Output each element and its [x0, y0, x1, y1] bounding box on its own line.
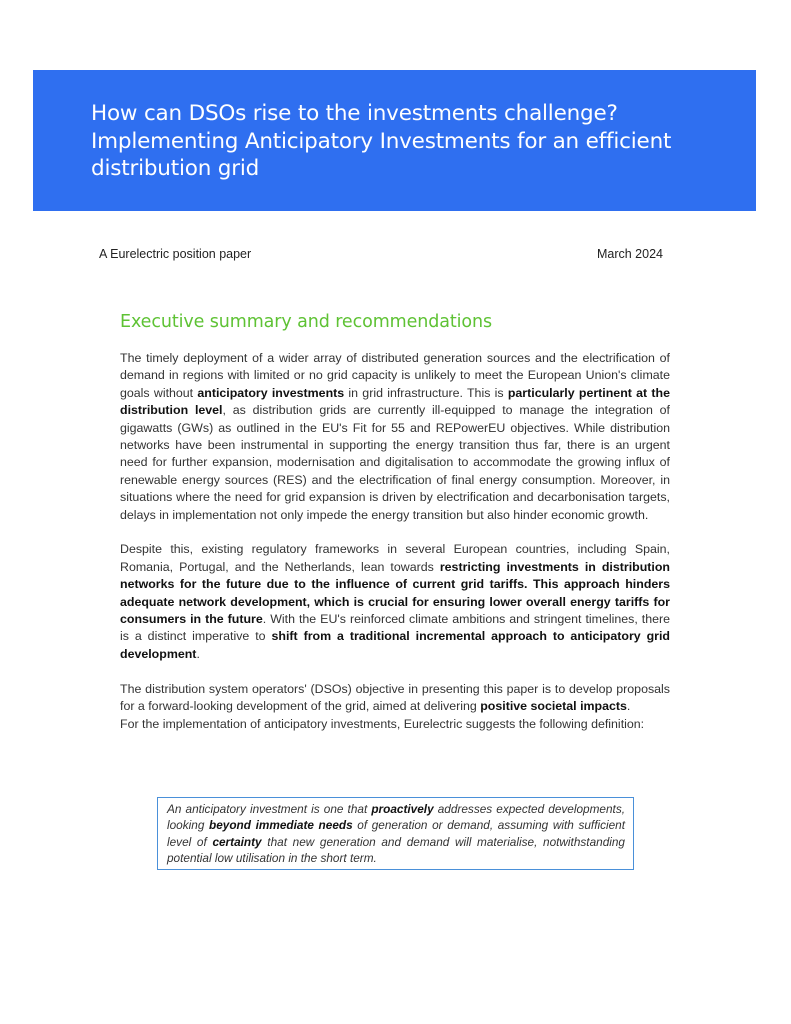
emphasis-proactively: proactively: [371, 802, 434, 816]
executive-summary-body: [120, 350, 670, 733]
title-banner: [33, 70, 756, 211]
emphasis-positive-societal-impacts: positive societal impacts: [480, 699, 627, 714]
text-run: that new generation and demand will materialise, notwithstanding potential low utilisation in the short term.: [167, 834, 625, 865]
emphasis-distribution-level: particularly pertinent at the distribution level: [120, 385, 670, 418]
text-run: An anticipatory investment is one that: [167, 802, 372, 816]
paragraph-3: [120, 681, 670, 716]
section-heading: Executive summary and recommendations: [120, 312, 493, 332]
page-title: How can DSOs rise to the investments challenge? Implementing Anticipatory Investments for an efficient distribution grid: [91, 101, 672, 181]
text-run: in grid infrastructure. This is: [344, 385, 508, 400]
emphasis-certainty: certainty: [212, 834, 262, 849]
paragraph-4: For the implementation of anticipatory investments, Eurelectric suggests the following definition:: [120, 716, 645, 731]
text-run: , as distribution grids are currently ill-equipped to manage the integration of gigawatts (GWs) as outlined in the EU's Fit for 55 and REPowerEU objectives. While distribution networks have been instrumental in supporting the energy transition thus far, there is an urgent need for further expansion, modernisation and digitalisation to accommodate the growing influx of renewable energy sources (RES) and the electrification of final energy consumption. Moreover, in situations where the need for grid expansion is driven by electrification and decarbonisation targets, delays in implementation not only impede the energy transition but also hinder economic growth.: [120, 403, 670, 522]
text-run: The timely deployment of a wider array of distributed generation sources and the electrification of demand in regions with limited or no grid capacity is unlikely to meet the European Union's climate goals without: [120, 351, 670, 400]
definition-callout: [157, 797, 634, 870]
text-run: . With the EU's reinforced climate ambitions and stringent timelines, there is a distinct imperative to: [120, 612, 671, 644]
text-run: addresses expected developments, looking: [167, 802, 626, 833]
emphasis-anticipatory-investments: anticipatory investments: [197, 385, 345, 400]
document-type-label: A Eurelectric position paper: [99, 247, 252, 261]
emphasis-restricting-investments: restricting investments in distribution networks for the future due to the influence of current grid tariffs. This approach hinders adequate network development, which is crucial for ensuring lower overall energy tariffs for consumers in the future: [120, 559, 670, 627]
text-run: .: [196, 646, 200, 661]
text-run: The distribution system operators' (DSOs) objective in presenting this paper is to develop proposals for a forward-looking development of the grid, aimed at delivering: [120, 681, 670, 714]
text-run: Despite this, existing regulatory frameworks in several European countries, including Spain, Romania, Portugal, and the Netherlands, lean towards: [120, 542, 670, 574]
paragraph-1: [120, 350, 670, 524]
text-run: of generation or demand, assuming with sufficient level of: [167, 818, 626, 849]
document-date: March 2024: [596, 247, 663, 261]
emphasis-beyond-immediate-needs: beyond immediate needs: [209, 818, 353, 833]
paragraph-2: [120, 541, 670, 663]
emphasis-anticipatory-grid-development: shift from a traditional incremental approach to anticipatory grid development: [120, 629, 670, 661]
text-run: .: [626, 699, 631, 714]
